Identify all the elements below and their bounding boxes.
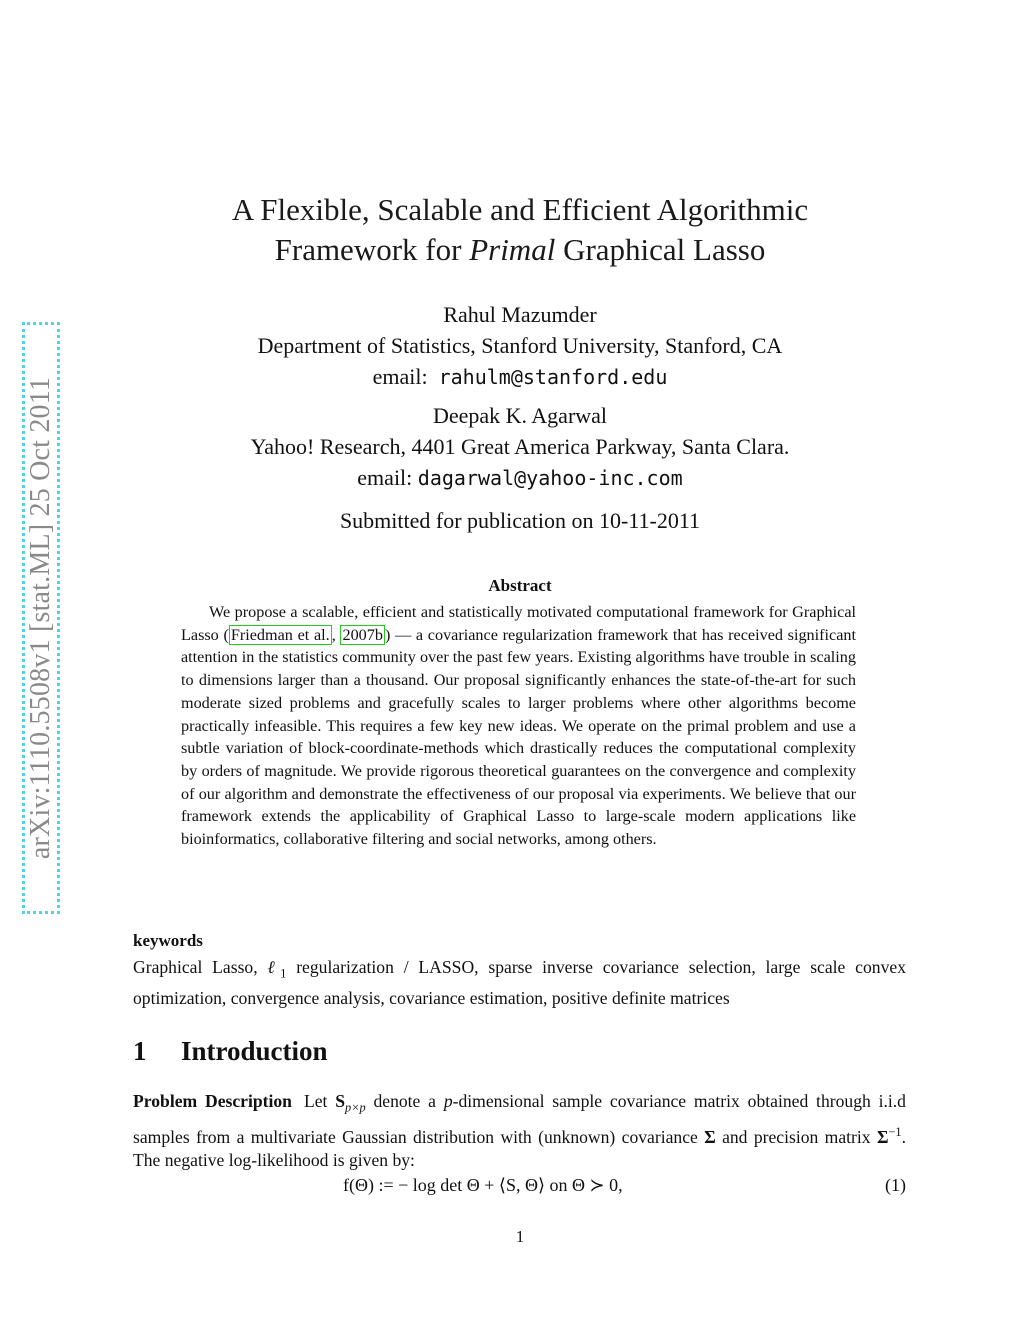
title-line-1: A Flexible, Scalable and Efficient Algorithmic [231,192,809,227]
paper-title [0,190,1024,270]
title-post: Graphical Lasso [563,232,766,267]
para-text: Let [303,1091,328,1111]
keywords-text-1: Graphical Lasso, [133,957,258,977]
author-block-2 [0,400,1024,494]
citation-link-year[interactable]: 2007b [342,625,383,644]
title-line-2 [0,230,1024,270]
problem-description-paragraph [133,1089,906,1172]
email-label: email: [372,364,428,389]
section-title: Introduction [181,1036,328,1066]
email-label: email: [357,465,413,490]
citation-separator: , [331,625,341,644]
author-name: Rahul Mazumder [443,302,597,327]
para-text: and precision matrix [722,1126,871,1147]
arxiv-stamp: arXiv:1110.5508v1 [stat.ML] 25 Oct 2011 [25,376,56,860]
title-pre: Framework for [274,232,462,267]
ell-symbol: ℓ [267,957,281,977]
ell-subscript: 1 [280,966,287,981]
author-email-line [0,361,1024,393]
para-text: . The negative log-likelihood is given by: [133,1126,906,1171]
keywords-body [133,955,906,1011]
page-number: 1 [515,1227,525,1246]
math-S: S [335,1091,346,1111]
paragraph-heading: Problem Description [133,1091,292,1111]
keywords-heading: keywords [133,931,203,950]
author-block-1 [0,299,1024,393]
section-number: 1 [133,1036,147,1066]
math-S-subscript: p×p [345,1100,366,1115]
author-email[interactable]: dagarwal@yahoo-inc.com [417,466,683,490]
equation-body: f(Θ) := − log det Θ + ⟨S, Θ⟩ on Θ ≻ 0, [343,1175,623,1195]
para-text: denote a [373,1091,436,1111]
author-affiliation: Department of Statistics, Stanford University, Stanford, CA [257,333,783,358]
math-p: p [443,1091,453,1111]
para-text: -dimensional sample covariance matrix obtained through i.i.d samples from a multivariate Gaussian distribution with (unknown) covariance [133,1091,906,1147]
abstract-body [181,601,856,851]
keywords-text-2: regularization / LASSO, sparse inverse covariance selection, large scale convex optimization, convergence analysis, covariance estimation, positive definite matrices [133,957,906,1009]
citation-link-author[interactable]: Friedman et al. [230,625,330,644]
abstract-text-2: ) — a covariance regularization framework that has received significant attention in the statistics community over the past few years. Existing algorithms have trouble in scaling to dimensions larger than a thousand. Our proposal significantly enhances the state-of-the-art for such moderate sized problems and gracefully scales to larger problems where other algorithms become practically infeasible. This requires a few key new ideas. We operate on the primal problem and use a subtle variation of block-coordinate-methods which drastically reduces the computational complexity by orders of magnitude. We provide rigorous theoretical guarantees on the convergence and complexity of our algorithm and demonstrate the effectiveness of our proposal via experiments. We believe that our framework extends the applicability of Graphical Lasso to large-scale modern applications like bioinformatics, collaborative filtering and social networks, among others. [181,625,857,849]
title-emphasis: Primal [469,232,556,267]
section-heading [133,1036,328,1067]
abstract-text-1: We propose a scalable, efficient and statistically motivated computational framework for Graphical Lasso ( [181,603,856,644]
author-email-line [0,462,1024,494]
math-sigma-inverse: Σ [876,1126,889,1147]
submission-note: Submitted for publication on 10-11-2011 [339,508,701,533]
equation-number: (1) [885,1175,906,1195]
author-email[interactable]: rahulm@stanford.edu [438,365,668,389]
math-sigma: Σ [704,1126,716,1147]
author-affiliation: Yahoo! Research, 4401 Great America Parkway, Santa Clara. [250,434,790,459]
math-inverse-exponent: −1 [888,1124,902,1139]
abstract-heading: Abstract [488,576,552,595]
author-name: Deepak K. Agarwal [432,403,608,428]
